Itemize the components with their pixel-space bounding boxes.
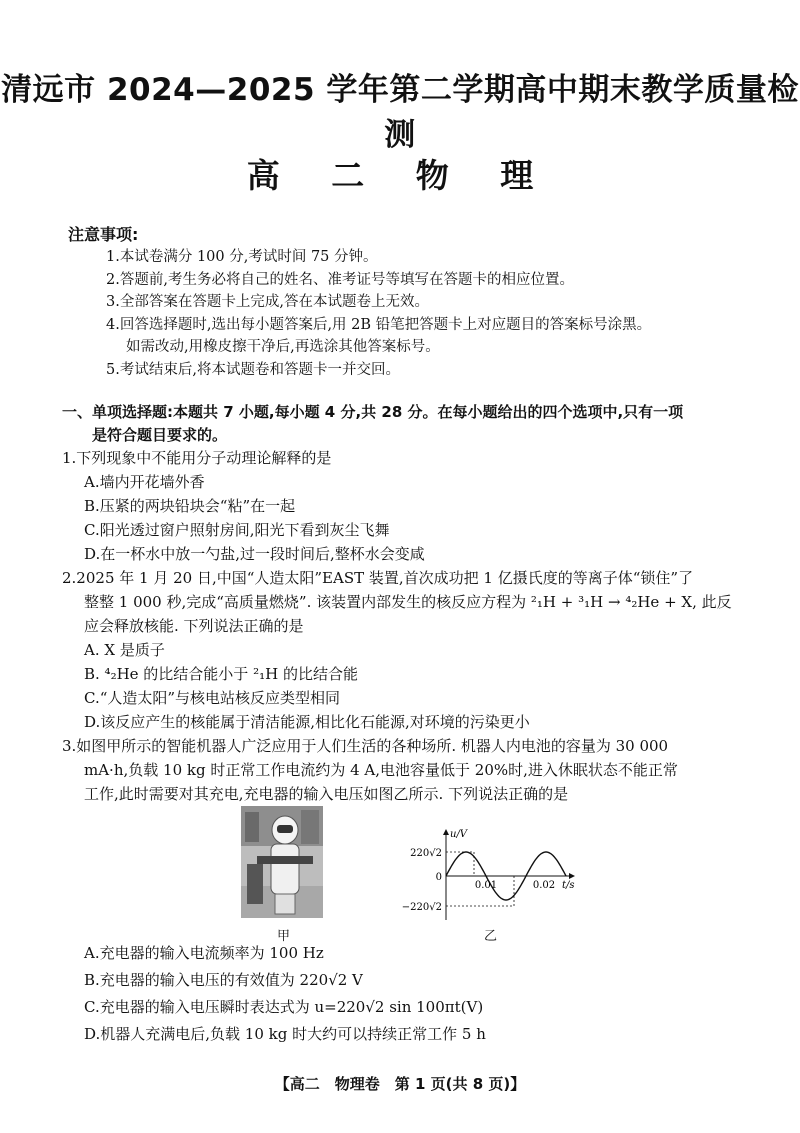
question-1-stem: 1.下列现象中不能用分子动理论解释的是	[62, 449, 332, 467]
note-item: 3.全部答案在答题卡上完成,答在本试题卷上无效。	[106, 294, 429, 310]
question-1	[62, 446, 762, 566]
robot-photo	[241, 806, 323, 918]
option-b: B. ⁴₂He 的比结合能小于 ²₁H 的比结合能	[84, 665, 358, 683]
question-2-stem-line: 2.2025 年 1 月 20 日,中国“人造太阳”EAST 装置,首次成功把 1 亿摄氏度的等离子体“锁住”了	[62, 569, 694, 587]
y-axis-label: u/V	[450, 829, 468, 840]
y-tick-top: 220√2	[410, 848, 442, 859]
x-tick-2: 0.02	[532, 880, 556, 891]
figure-b-caption: 乙	[484, 929, 498, 944]
notes-heading: 注意事项:	[68, 225, 139, 244]
question-2	[62, 566, 762, 734]
note-item: 5.考试结束后,将本试题卷和答题卡一并交回。	[106, 361, 400, 378]
question-2-stem-line: 整整 1 000 秒,完成“高质量燃烧”. 该装置内部发生的核反应方程为 ²₁H + ³₁H → ⁴₂He + X, 此反	[84, 593, 732, 611]
note-item: 2.答题前,考生务必将自己的姓名、准考证号等填写在答题卡的相应位置。	[106, 271, 574, 288]
section-heading-line: 一、单项选择题:本题共 7 小题,每小题 4 分,共 28 分。在每小题给出的四个选项中,只有一项	[62, 403, 684, 421]
option-b: B.压紧的两块铅块会“粘”在一起	[84, 497, 296, 515]
origin-label: 0	[435, 872, 442, 883]
question-3-stem-line: mA·h,负载 10 kg 时正常工作电流约为 4 A,电池容量低于 20%时,进入休眠状态不能正常	[84, 761, 678, 779]
notes-list	[106, 246, 651, 381]
note-item: 1.本试卷满分 100 分,考试时间 75 分钟。	[106, 249, 378, 265]
question-2-stem-line: 应会释放核能. 下列说法正确的是	[84, 617, 304, 635]
option-c: C.充电器的输入电压瞬时表达式为 u=220√2 sin 100πt(V)	[84, 998, 484, 1016]
exam-title: 清远市 2024—2025 学年第二学期高中期末教学质量检测	[1, 72, 799, 153]
x-tick-1: 0.01	[474, 880, 498, 891]
option-a: A.充电器的输入电流频率为 100 Hz	[84, 944, 324, 962]
option-c: C.“人造太阳”与核电站核反应类型相同	[84, 689, 341, 707]
option-d: D.在一杯水中放一勺盐,过一段时间后,整杯水会变咸	[84, 545, 425, 563]
page-footer: 【高二 物理卷 第 1 页(共 8 页)】	[274, 1075, 526, 1093]
voltage-graph	[378, 826, 578, 922]
question-3-stem-line: 工作,此时需要对其充电,充电器的输入电压如图乙所示. 下列说法正确的是	[84, 785, 569, 803]
note-item: 4.回答选择题时,选出每小题答案后,用 2B 铅笔把答题卡上对应题目的答案标号涂黑。	[106, 316, 652, 333]
question-3	[62, 734, 762, 806]
note-item: 如需改动,用橡皮擦干净后,再选涂其他答案标号。	[126, 339, 440, 355]
option-a: A.墙内开花墙外香	[84, 473, 205, 491]
section-heading-line: 是符合题目要求的。	[92, 426, 228, 444]
question-3-options	[62, 940, 762, 1048]
x-axis-label: t/s	[562, 880, 575, 891]
y-tick-bottom: −220√2	[401, 902, 442, 913]
question-3-stem-line: 3.如图甲所示的智能机器人广泛应用于人们生活的各种场所. 机器人内电池的容量为 30 000	[62, 737, 669, 755]
option-c: C.阳光透过窗户照射房间,阳光下看到灰尘飞舞	[84, 521, 390, 539]
figure-a-caption: 甲	[277, 929, 291, 944]
option-b: B.充电器的输入电压的有效值为 220√2 V	[84, 971, 363, 989]
section-heading	[62, 401, 752, 447]
option-a: A. X 是质子	[84, 641, 165, 659]
option-d: D.机器人充满电后,负载 10 kg 时大约可以持续正常工作 5 h	[84, 1025, 486, 1043]
subject-title: 高 二 物 理	[246, 156, 554, 195]
option-d: D.该反应产生的核能属于清洁能源,相比化石能源,对环境的污染更小	[84, 713, 530, 731]
